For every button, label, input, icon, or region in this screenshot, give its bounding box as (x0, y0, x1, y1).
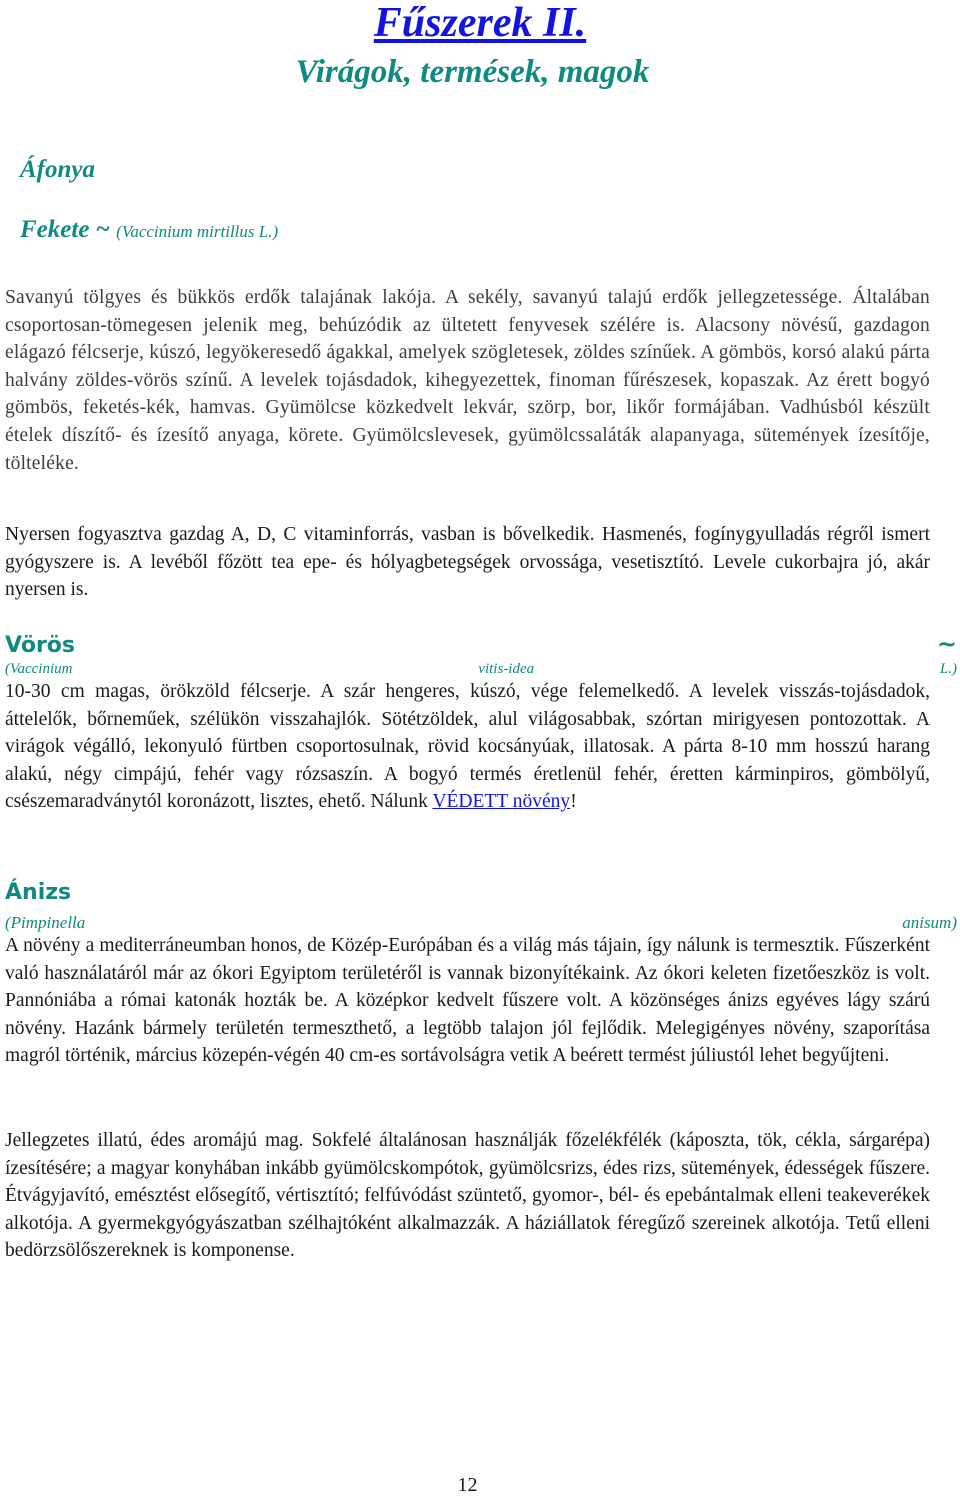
protected-suffix: ! (570, 791, 577, 813)
latin-genus: (Pimpinella (5, 913, 86, 932)
voros-description (5, 678, 930, 816)
latin-author: L.) (939, 661, 957, 677)
fekete-title: Fekete ~ (20, 216, 110, 243)
voros-tilde: ~ (936, 630, 957, 658)
page-number: 12 (457, 1474, 478, 1496)
subsection-heading-voros (5, 630, 957, 658)
section-heading-anizs (5, 880, 957, 905)
latin-genus: (Vaccinium (5, 661, 73, 677)
subsection-heading-fekete (20, 214, 278, 248)
fekete-latin-name: (Vaccinium mirtillus L.) (116, 222, 279, 241)
page-subtitle: Virágok, termések, magok (295, 54, 650, 90)
voros-title: Vörös (5, 633, 75, 658)
anizs-description-2: Jellegzetes illatú, édes aromájú mag. Sokfelé általánosan használják főzelékfélék (káposzta, tök, cékla, sárgarépa) ízesítésére; a magyar konyhában inkább gyümölcskompótok, gyümölcsrizs, édes rizs, sütemények, édességek fűszere. Étvágyjavító, emésztést elősegítő, vértisztító; felfúvódást szüntető, gyomor-, bél- és epebántalmak elleni teakeverékek alkotója. A gyermekgyógyászatban szélhajtóként alkalmazzák. A háziállatok féregűző szereinek alkotója. Tetű elleni bedörzsölőszereknek is komponense. (5, 1130, 930, 1262)
latin-species: vitis-idea (478, 661, 535, 677)
voros-text: 10-30 cm magas, örökzöld félcserje. A szár hengeres, kúszó, vége felemelkedő. A levelek visszás-tojásdadok, áttelelők, bőrneműek, szélükön visszahajlók. Sötétzöldek, alul világosabbak, szórtan mirigyesen pontozottak. A virágok végálló, lekonyuló fürtben csoportosulnak, rövid kocsányúak, illatosak. A párta 8-10 mm hosszú harang alakú, négy cimpájú, fehér vagy rózsaszín. A bogyó termés éretlenül fehér, éretten kárminpiros, gömbölyű, csészemaradványtól koronázott, lisztes, ehető. (5, 681, 930, 813)
section-heading-afonya: Áfonya (20, 156, 95, 183)
fekete-description: Savanyú tölgyes és bükkös erdők talajának lakója. A sekély, savanyú talajú erdők jellegzetessége. Általában csoportosan-tömegesen jelenik meg, behúzódik az ültetett fenyvesek szélére is. Alacsony növésű, gazdagon elágazó félcserje, kúszó, legyökeresedő ágakkal, amelyek szögletesek, zöldes színűek. A gömbös, korsó alakú párta halvány zöldes-vörös színű. A levelek tojásdadok, kihegyezettek, finoman fűrészesek, kopaszak. Az érett bogyó gömbös, feketés-kék, hamvas. Gyümölcse közkedvelt lekvár, szörp, bor, likőr formájában. Vadhúsból készült ételek díszítő- és ízesítő anyaga, körete. Gyümölcslevesek, gyümölcssaláták alapanyaga, sütemények ízesítője, töltelékе. (5, 287, 930, 474)
fekete-description-2: Nyersen fogyasztva gazdag A, D, C vitaminforrás, vasban is bővelkedik. Hasmenés, fogínygyulladás régről ismert gyógyszere is. A levéből főzött tea epe- és hólyagbetegségek orvossága, vesetisztító. Levele cukorbajra jó, akár nyersen is. (5, 524, 930, 601)
protected-prefix: Nálunk (370, 791, 433, 813)
latin-species: anisum) (902, 913, 957, 932)
anizs-latin-name (5, 913, 957, 933)
voros-latin-name (5, 660, 957, 678)
protected-plant-link[interactable]: VÉDETT növény (432, 791, 571, 813)
anizs-title: Ánizs (5, 880, 72, 905)
page-title: Fűszerek II. (373, 0, 587, 46)
anizs-description: A növény a mediterráneumban honos, de Közép-Európában és a világ más tájain, így nálunk is termesztik. Fűszerként való használatáról már az ókori Egyiptom területéről is vannak bizonyítékaink. Az ókori keleten fizetőeszköz is volt. Pannóniába a római katonák hozták be. A középkor kedvelt fűszere volt. A közönséges ánizs egyéves lágy szárú növény. Hazánk bármely területén termeszthető, a legtöbb talajon jól fejlődik. Melegigényes növény, szaporítása magról történik, március közepén-végén 40 cm-es sortávolságra vetik A beérett termést júliustól lehet begyűjteni. (5, 935, 930, 1067)
